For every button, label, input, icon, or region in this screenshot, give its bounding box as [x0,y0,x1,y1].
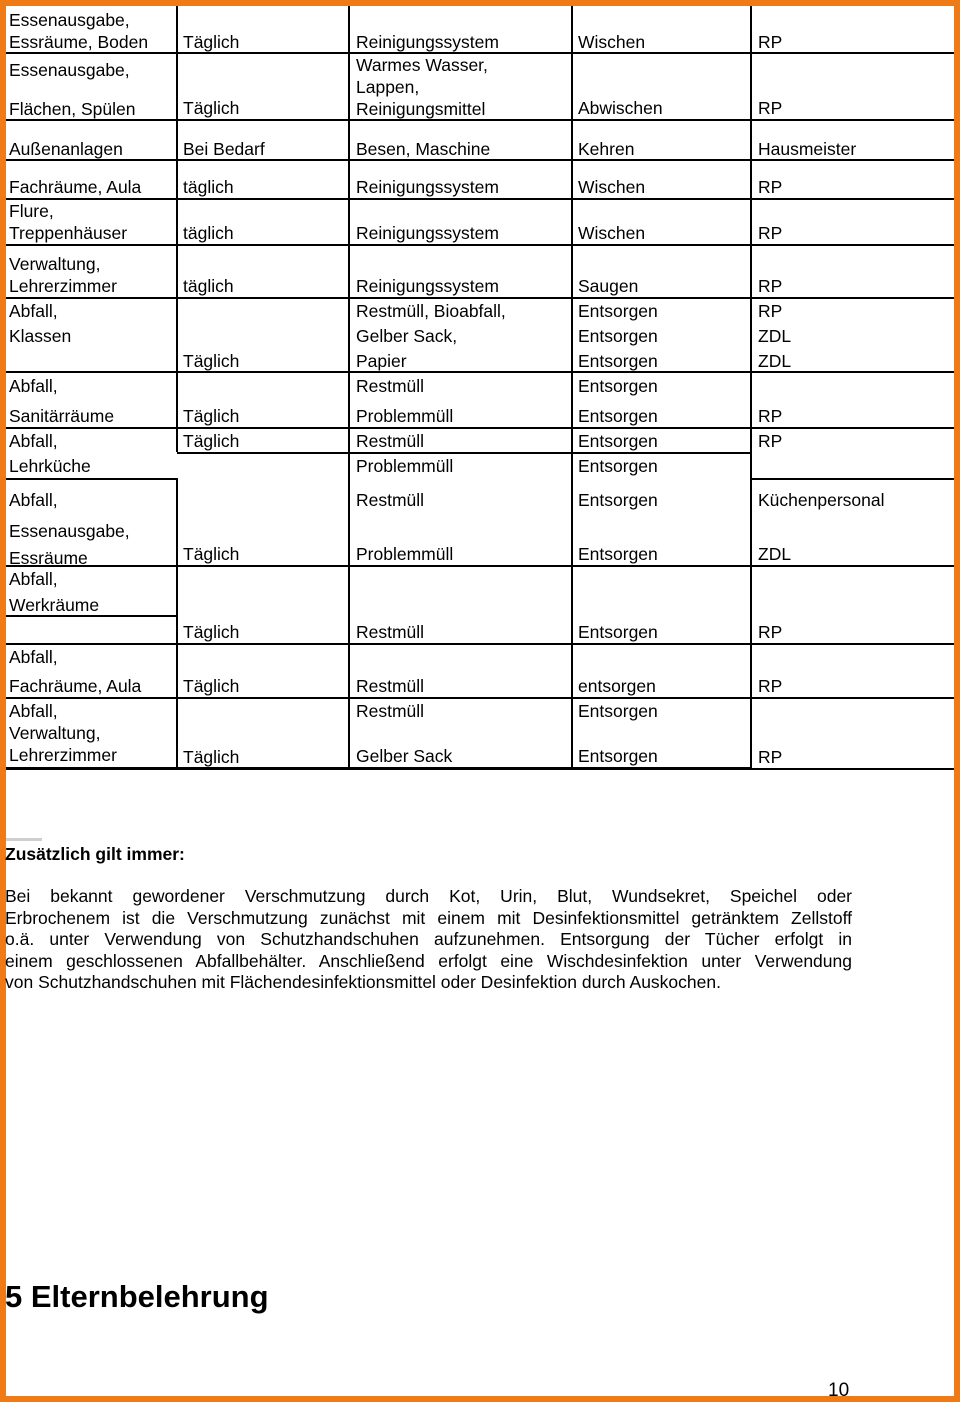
cell-line: Problemmüll [356,406,454,426]
table-cell [9,375,114,435]
cell-line: Sanitärräume [9,406,115,426]
cell-line: Flure, [9,201,54,221]
table-cell: Außenanlagen [9,139,123,159]
cell-line: Restmüll [356,431,425,451]
cell-line: Entsorgen [578,406,658,426]
table-cell: täglich [183,276,234,296]
table-cell: Kehren [578,139,635,159]
table-cell: Bei Bedarf [183,139,265,159]
table-cell: Reinigungssystem [356,223,499,243]
table-cell: Wischen [578,223,646,243]
table-cell [9,568,99,620]
table-cell [9,9,148,53]
table-cell: Täglich [183,544,240,564]
table-cell [9,700,117,766]
table-cell: Wischen [578,32,646,52]
table-cell: Saugen [578,276,639,296]
table-cell: RP [758,747,783,767]
table-cell [578,375,658,435]
cell-line: Problemmüll [356,456,454,476]
cell-line: Essenausgabe, [9,10,130,30]
divider [6,838,42,841]
table-cell [9,646,141,704]
table-cell: Täglich [183,32,240,52]
cell-line: Abfall, [9,301,58,321]
table-rule [348,6,350,769]
table-cell: RP [758,406,783,426]
table-cell [9,200,127,244]
table-cell: Reinigungssystem [356,177,499,197]
table-rule [6,427,954,429]
cell-line: Abfall, [9,569,58,589]
table-rule [6,244,954,246]
table-cell: Restmüll [356,622,425,642]
cell-line: Lehrküche [9,456,91,476]
cell-line: RP [758,301,783,321]
table-cell: Reinigungssystem [356,32,499,52]
cell-line: Entsorgen [578,490,658,510]
table-rule [750,768,954,770]
cell-line: Entsorgen [578,544,658,564]
paragraph-line: Erbrochenem ist die Verschmutzung zunächst mit einem mit Desinfektionsmittel getränktem Zellstoff [5,907,852,928]
table-cell: Reinigungssystem [356,276,499,296]
table-cell [9,253,117,297]
table-cell: Täglich [183,431,240,451]
cell-line: Treppenhäuser [9,223,128,243]
cell-line: Werkräume [9,595,100,615]
cell-line: Essräume, Boden [9,32,149,52]
table-rule [571,6,573,769]
table-cell [578,430,658,480]
cell-line: Entsorgen [578,351,658,371]
note-paragraph [5,886,852,994]
table-cell: RP [758,622,783,642]
cell-line: Warmes Wasser, [356,55,488,75]
table-cell: RP [758,177,783,197]
cell-line: ZDL [758,544,792,564]
table-cell [9,430,91,480]
table-cell: Täglich [183,676,240,696]
table-rule [6,297,954,299]
table-cell [578,700,658,790]
cell-line: Restmüll [356,701,425,721]
table-cell: Abwischen [578,98,663,118]
table-cell: täglich [183,223,234,243]
cell-line: Problemmüll [356,544,454,564]
paragraph-line: Bei bekannt gewordener Verschmutzung durch Kot, Urin, Blut, Wundsekret, Speichel oder [5,886,852,906]
table-cell: Täglich [183,98,240,118]
table-cell: entsorgen [578,676,656,696]
table-cell: RP [758,431,783,451]
cell-line: Flächen, Spülen [9,99,136,119]
cell-line: ZDL [758,351,792,371]
paragraph-line: einem geschlossenen Abfallbehälter. Anschließend erfolgt eine Wischdesinfektion unter Verwendung [5,950,852,971]
cell-line: Entsorgen [578,746,658,766]
table-rule [176,478,178,769]
table-cell: RP [758,276,783,296]
cell-line: Papier [356,351,407,371]
cell-line: Verwaltung, [9,254,101,274]
paragraph-line: von Schutzhandschuhen mit Flächendesinfektionsmittel oder Desinfektion durch Auskochen. [5,972,721,992]
table-cell [356,300,506,375]
cell-line: Abfall, [9,647,58,667]
table-cell [356,489,453,597]
table-rule [176,6,178,452]
table-cell [9,59,135,118]
table-cell: täglich [183,177,234,197]
cell-line: Lehrerzimmer [9,276,117,296]
cell-line: Abfall, [9,701,58,721]
cell-line: Essräume [9,548,88,568]
cell-line: Gelber Sack, [356,326,458,346]
cell-line: Entsorgen [578,376,658,396]
table-rule [6,697,954,699]
table-cell: Täglich [183,406,240,426]
cell-line: Restmüll [356,490,425,510]
table-cell: Besen, Maschine [356,139,491,159]
table-rule [6,643,954,645]
table-cell: Fachräume, Aula [9,177,142,197]
table-cell [356,54,488,120]
cell-line: Entsorgen [578,456,658,476]
table-cell: RP [758,32,783,52]
cell-line: Abfall, [9,490,58,510]
cell-line: Restmüll [356,376,425,396]
table-rule [750,6,752,769]
cell-line: Abfall, [9,431,58,451]
table-cell: RP [758,98,783,118]
table-cell: Restmüll [356,676,425,696]
table-cell: Täglich [183,747,240,767]
cell-line: Abfall, [9,376,58,396]
table-cell [578,300,658,375]
cell-line: Essenausgabe, [9,521,130,541]
table-cell [9,489,130,574]
table-cell [356,375,453,435]
cell-line: Lehrerzimmer [9,745,117,765]
table-cell [758,489,884,597]
cell-line: Lappen, [356,77,420,97]
cell-line: Entsorgen [578,301,658,321]
cell-line [9,79,135,99]
section-title: 5 Elternbelehrung [5,1279,269,1314]
cell-line: Küchenpersonal [758,490,885,510]
table-cell [758,300,791,375]
paragraph-line: o.ä. unter Verwendung von Schutzhandschuhen aufzunehmen. Entsorgung der Tücher erfolgt in [5,929,852,949]
table-cell: RP [758,223,783,243]
note-heading: Zusätzlich gilt immer: [5,844,185,864]
cell-line: ZDL [758,326,792,346]
cell-line: Verwaltung, [9,723,101,743]
cell-line: Essenausgabe, [9,60,130,80]
table-cell [578,489,658,597]
cell-line: Klassen [9,325,72,346]
table-cell [356,700,452,790]
table-rule [6,198,954,200]
table-cell: RP [758,676,783,696]
cell-line: Entsorgen [578,431,658,451]
cell-line: Restmüll, Bioabfall, [356,301,506,321]
cell-line: Entsorgen [578,326,658,346]
table-cell: Täglich [183,622,240,642]
table-cell: Hausmeister [758,139,857,159]
cell-line: Fachräume, Aula [9,676,142,696]
table-cell [356,430,453,480]
table-cell: Täglich [183,351,240,371]
table-cell: Wischen [578,177,646,197]
table-cell [9,300,71,349]
table-rule [750,478,954,480]
cell-line: Gelber Sack [356,746,453,766]
table-rule [177,452,750,454]
table-cell: Entsorgen [578,622,658,642]
cell-line: Reinigungsmittel [356,99,486,119]
page-number: 10 [828,1380,850,1401]
cell-line: Entsorgen [578,701,658,721]
